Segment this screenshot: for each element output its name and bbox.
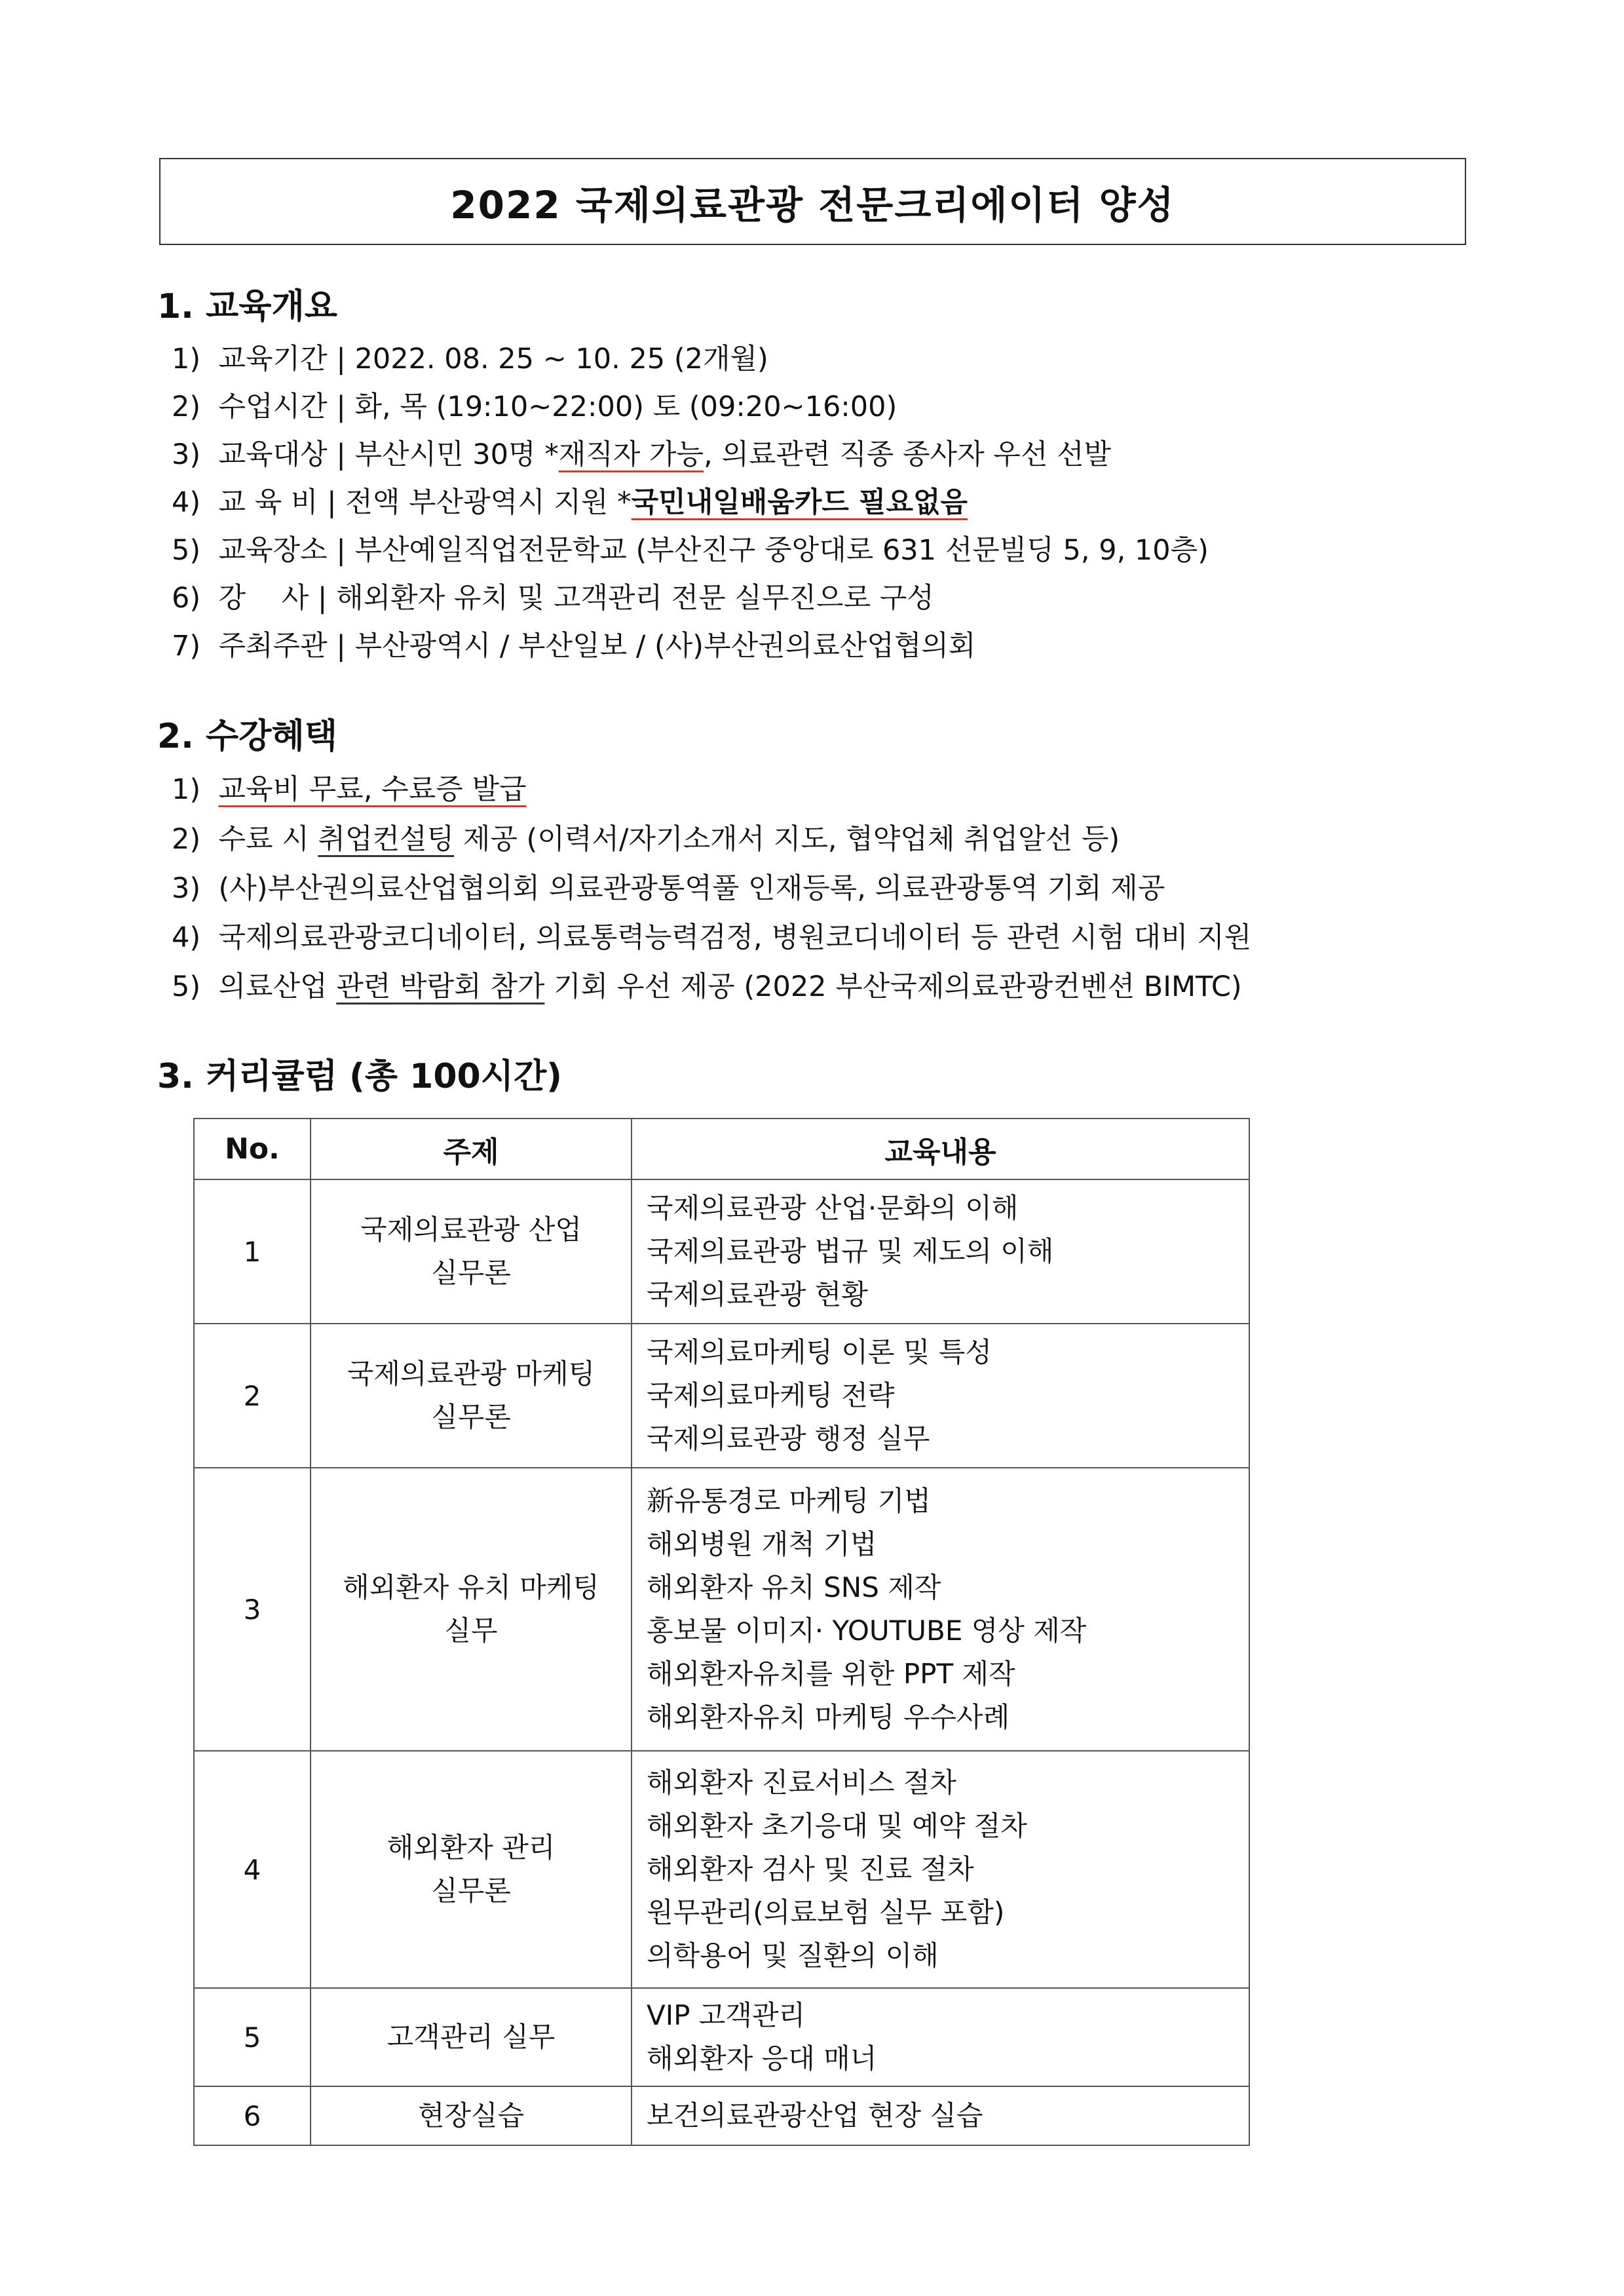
curriculum-table [193,1118,1250,2146]
column-header: 주제 [311,1119,632,1179]
benefit-item: 4) 국제의료관광코디네이터, 의료통력능력검정, 병원코디네이터 등 관련 시험 대비 지원 [172,921,1252,954]
benefit-item: 1) 교육비 무료, 수료증 발급 [172,773,527,806]
column-header: 교육내용 [632,1119,1249,1179]
table-row: 5 고객관리 실무 VIP 고객관리 해외환자 응대 매너 [194,1988,1249,2086]
highlight-free-tuition: 교육비 무료, 수료증 발급 [218,773,527,806]
table-row: 2 국제의료관광 마케팅 실무론 국제의료마케팅 이론 및 특성 국제의료마케팅 전략 국제의료관광 행정 실무 [194,1324,1249,1468]
table-row: 1 국제의료관광 산업 실무론 국제의료관광 산업·문화의 이해 국제의료관광 법규 및 제도의 이해 국제의료관광 현황 [194,1179,1249,1324]
overview-item: 1) 교육기간 | 2022. 08. 25 ~ 10. 25 (2개월) [172,343,768,375]
table-row: 4 해외환자 관리 실무론 해외환자 진료서비스 절차 해외환자 초기응대 및 예약 절차 해외환자 검사 및 진료 절차 원무관리(의료보험 실무 포함) 의학용어 및 질환의 이해 [194,1751,1249,1988]
column-header: No. [194,1119,311,1179]
benefit-item: 5) 의료산업 관련 박람회 참가 기회 우선 제공 (2022 부산국제의료관광컨벤션 BIMTC) [172,970,1242,1003]
overview-item: 4) 교 육 비 | 전액 부산광역시 지원 *국민내일배움카드 필요없음 [172,486,968,519]
overview-item: 3) 교육대상 | 부산시민 30명 *재직자 가능, 의료관련 직종 종사자 우선 선발 [172,438,1112,471]
overview-item: 6) 강 사 | 해외환자 유치 및 고객관리 전문 실무진으로 구성 [172,582,934,615]
table-header-row [194,1119,1249,1179]
section-2-heading: 2. 수강혜택 [157,717,337,756]
overview-item: 5) 교육장소 | 부산예일직업전문학교 (부산진구 중앙대로 631 선문빌딩 5, 9, 10층) [172,534,1209,567]
highlight-employed-ok: 재직자 가능 [558,438,704,471]
benefit-item: 3) (사)부산권의료산업협의회 의료관광통역풀 인재등록, 의료관광통역 기회 제공 [172,872,1165,905]
section-3-heading: 3. 커리큘럼 (총 100시간) [157,1057,562,1096]
table-row: 6 현장실습 보건의료관광산업 현장 실습 [194,2086,1249,2145]
section-1-heading: 1. 교육개요 [157,287,337,326]
benefit-item: 2) 수료 시 취업컨설팅 제공 (이력서/자기소개서 지도, 협약업체 취업알선 등) [172,823,1120,856]
overview-item: 7) 주최주관 | 부산광역시 / 부산일보 / (사)부산권의료산업협의회 [172,630,976,662]
overview-item: 2) 수업시간 | 화, 목 (19:10~22:00) 토 (09:20~16:00) [172,391,897,423]
table-row: 3 해외환자 유치 마케팅 실무 新유통경로 마케팅 기법 해외병원 개척 기법 해외환자 유치 SNS 제작 홍보물 이미지· YOUTUBE 영상 제작 해외환자유치를 위한 PPT 제작 해외환자유치 마케팅 우수사례 [194,1468,1249,1751]
document-title: 2022 국제의료관광 전문크리에이터 양성 [159,158,1466,245]
highlight-no-card-needed: 국민내일배움카드 필요없음 [631,486,968,519]
